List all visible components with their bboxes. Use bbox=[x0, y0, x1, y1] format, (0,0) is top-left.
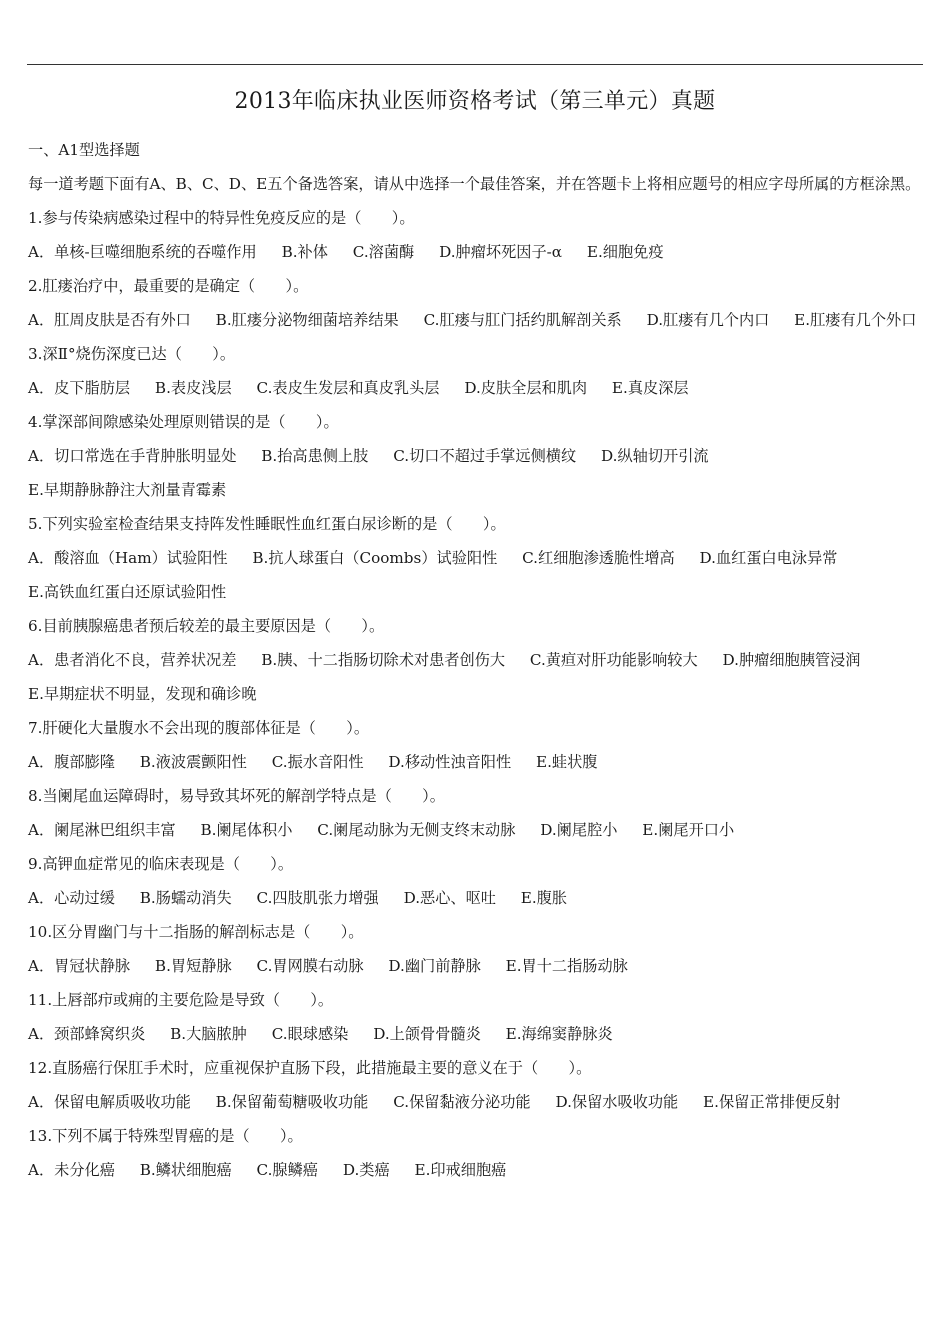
answer-option: B.阑尾体积小 bbox=[200, 821, 293, 839]
document-body bbox=[28, 133, 924, 1187]
answer-option: C.阑尾动脉为无侧支终末动脉 bbox=[317, 821, 516, 839]
answer-option: C.表皮生发层和真皮乳头层 bbox=[256, 379, 440, 397]
answer-option: E.腹胀 bbox=[520, 889, 568, 907]
answer-option: D.类癌 bbox=[342, 1161, 390, 1179]
question-list bbox=[28, 201, 924, 1187]
question-stem: 4.掌深部间隙感染处理原则错误的是（ ）。 bbox=[28, 413, 339, 431]
answer-option: C.黄疸对肝功能影响较大 bbox=[529, 651, 698, 669]
header-rule bbox=[27, 64, 923, 65]
answer-option: D.肿瘤坏死因子-α bbox=[439, 243, 563, 261]
answer-option: C.腺鳞癌 bbox=[256, 1161, 318, 1179]
answer-option: A．保留电解质吸收功能 bbox=[28, 1093, 191, 1111]
answer-options bbox=[28, 643, 924, 711]
answer-option: E.细胞免疫 bbox=[586, 243, 664, 261]
question-stem: 9.高钾血症常见的临床表现是（ ）。 bbox=[28, 855, 294, 873]
answer-option: B.补体 bbox=[281, 243, 328, 261]
answer-option: E.保留正常排便反射 bbox=[703, 1093, 841, 1111]
answer-option: E.胃十二指肠动脉 bbox=[505, 957, 628, 975]
question-item bbox=[28, 337, 924, 405]
answer-option: D.上颌骨骨髓炎 bbox=[373, 1025, 481, 1043]
answer-option: E.印戒细胞癌 bbox=[414, 1161, 507, 1179]
question-item bbox=[28, 847, 924, 915]
answer-option: A．肛周皮肤是否有外口 bbox=[28, 311, 191, 329]
question-item bbox=[28, 915, 924, 983]
answer-option: D.肛瘘有几个内口 bbox=[646, 311, 770, 329]
answer-options bbox=[28, 745, 924, 779]
answer-option: E.阑尾开口小 bbox=[642, 821, 735, 839]
section-instruction: 每一道考题下面有A、B、C、D、E五个备选答案，请从中选择一个最佳答案，并在答题卡上将相应题号的相应字母所属的方框涂黑。 bbox=[28, 175, 921, 193]
answer-option: C.切口不超过手掌远侧横纹 bbox=[393, 447, 577, 465]
answer-options bbox=[28, 303, 924, 337]
answer-option: C.四肢肌张力增强 bbox=[256, 889, 379, 907]
question-stem: 6.目前胰腺癌患者预后较差的最主要原因是（ ）。 bbox=[28, 617, 385, 635]
answer-option: A．切口常选在手背肿胀明显处 bbox=[28, 447, 237, 465]
question-item bbox=[28, 779, 924, 847]
answer-option: B.胰、十二指肠切除术对患者创伤大 bbox=[261, 651, 506, 669]
answer-option: D.纵轴切开引流 bbox=[601, 447, 709, 465]
question-stem: 13.下列不属于特殊型胃癌的是（ ）。 bbox=[28, 1127, 303, 1145]
answer-option: D.移动性浊音阳性 bbox=[388, 753, 512, 771]
question-stem: 12.直肠癌行保肛手术时，应重视保护直肠下段，此措施最主要的意义在于（ ）。 bbox=[28, 1059, 592, 1077]
answer-option: B.肠蠕动消失 bbox=[139, 889, 232, 907]
answer-option: B.表皮浅层 bbox=[154, 379, 232, 397]
answer-option: A．颈部蜂窝织炎 bbox=[28, 1025, 146, 1043]
answer-option: B.胃短静脉 bbox=[154, 957, 232, 975]
answer-option: A．未分化癌 bbox=[28, 1161, 115, 1179]
answer-option: D.阑尾腔小 bbox=[540, 821, 618, 839]
question-stem: 7.肝硬化大量腹水不会出现的腹部体征是（ ）。 bbox=[28, 719, 370, 737]
answer-option: A．患者消化不良，营养状况差 bbox=[28, 651, 237, 669]
answer-option: A．酸溶血（Ham）试验阳性 bbox=[28, 549, 228, 567]
answer-option: E.高铁血红蛋白还原试验阳性 bbox=[28, 583, 227, 601]
answer-option: E.早期症状不明显，发现和确诊晚 bbox=[28, 685, 257, 703]
question-stem: 1.参与传染病感染过程中的特异性免疫反应的是（ ）。 bbox=[28, 209, 415, 227]
answer-option: D.保留水吸收功能 bbox=[555, 1093, 679, 1111]
question-item bbox=[28, 201, 924, 269]
answer-option: C.肛瘘与肛门括约肌解剖关系 bbox=[423, 311, 622, 329]
question-stem: 11.上唇部疖或痈的主要危险是导致（ ）。 bbox=[28, 991, 334, 1009]
answer-option: C.振水音阳性 bbox=[271, 753, 364, 771]
answer-options bbox=[28, 371, 924, 405]
answer-option: C.红细胞渗透脆性增高 bbox=[522, 549, 675, 567]
answer-option: B.抗人球蛋白（Coombs）试验阳性 bbox=[252, 549, 498, 567]
question-item bbox=[28, 711, 924, 779]
question-stem: 10.区分胃幽门与十二指肠的解剖标志是（ ）。 bbox=[28, 923, 364, 941]
answer-option: B.鳞状细胞癌 bbox=[139, 1161, 232, 1179]
question-stem: 5.下列实验室检查结果支持阵发性睡眠性血红蛋白尿诊断的是（ ）。 bbox=[28, 515, 506, 533]
question-item bbox=[28, 983, 924, 1051]
answer-option: D.幽门前静脉 bbox=[388, 957, 481, 975]
question-item bbox=[28, 405, 924, 507]
answer-option: E.海绵窦静脉炎 bbox=[505, 1025, 613, 1043]
answer-option: E.早期静脉静注大剂量青霉素 bbox=[28, 481, 227, 499]
answer-options bbox=[28, 949, 924, 983]
question-stem: 2.肛瘘治疗中，最重要的是确定（ ）。 bbox=[28, 277, 309, 295]
section-heading: 一、A1型选择题 bbox=[28, 141, 140, 159]
answer-options bbox=[28, 813, 924, 847]
answer-option: E.肛瘘有几个外口 bbox=[794, 311, 917, 329]
document-title: 2013年临床执业医师资格考试（第三单元）真题 bbox=[234, 89, 716, 114]
answer-option: D.恶心、呕吐 bbox=[403, 889, 496, 907]
answer-option: C.溶菌酶 bbox=[352, 243, 415, 261]
answer-option: A．单核-巨噬细胞系统的吞噬作用 bbox=[28, 243, 257, 261]
answer-options bbox=[28, 541, 924, 609]
question-item bbox=[28, 269, 924, 337]
answer-options bbox=[28, 1085, 924, 1119]
answer-option: B.大脑脓肿 bbox=[170, 1025, 247, 1043]
answer-options bbox=[28, 439, 924, 507]
answer-option: A．腹部膨隆 bbox=[28, 753, 115, 771]
answer-option: A．心动过缓 bbox=[28, 889, 115, 907]
answer-option: A．阑尾淋巴组织丰富 bbox=[28, 821, 176, 839]
question-stem: 8.当阑尾血运障碍时，易导致其坏死的解剖学特点是（ ）。 bbox=[28, 787, 445, 805]
answer-option: D.血红蛋白电泳异常 bbox=[699, 549, 838, 567]
question-item bbox=[28, 507, 924, 609]
answer-option: D.肿瘤细胞胰管浸润 bbox=[722, 651, 861, 669]
answer-option: D.皮肤全层和肌肉 bbox=[464, 379, 588, 397]
question-stem: 3.深Ⅱ°烧伤深度已达（ ）。 bbox=[28, 345, 236, 363]
question-item bbox=[28, 609, 924, 711]
answer-option: C.保留黏液分泌功能 bbox=[393, 1093, 531, 1111]
question-item bbox=[28, 1119, 924, 1187]
answer-options bbox=[28, 1017, 924, 1051]
question-item bbox=[28, 1051, 924, 1119]
answer-option: C.胃网膜右动脉 bbox=[256, 957, 364, 975]
answer-option: B.肛瘘分泌物细菌培养结果 bbox=[215, 311, 399, 329]
answer-option: E.真皮深层 bbox=[611, 379, 689, 397]
answer-option: C.眼球感染 bbox=[271, 1025, 349, 1043]
answer-options bbox=[28, 1153, 924, 1187]
answer-options bbox=[28, 235, 924, 269]
answer-option: A．皮下脂肪层 bbox=[28, 379, 131, 397]
answer-options bbox=[28, 881, 924, 915]
answer-option: E.蛙状腹 bbox=[535, 753, 598, 771]
answer-option: A．胃冠状静脉 bbox=[28, 957, 131, 975]
answer-option: B.保留葡萄糖吸收功能 bbox=[215, 1093, 369, 1111]
answer-option: B.液波震颤阳性 bbox=[139, 753, 247, 771]
answer-option: B.抬高患侧上肢 bbox=[261, 447, 369, 465]
